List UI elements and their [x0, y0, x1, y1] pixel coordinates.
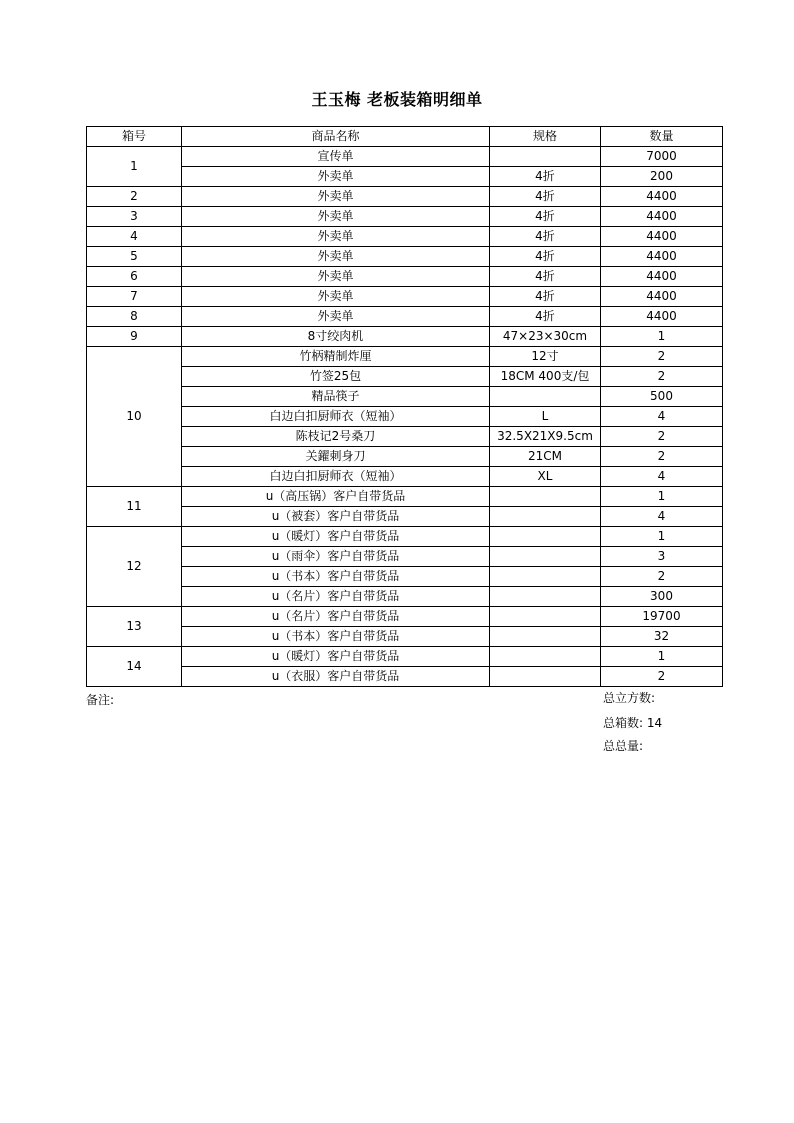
- box-number-cell: 6: [87, 267, 182, 287]
- spec-cell: [490, 527, 601, 547]
- table-row: [87, 627, 723, 647]
- quantity-cell: 1: [601, 327, 723, 347]
- product-name-cell: u（暖灯）客户自带货品: [182, 527, 490, 547]
- spec-cell: [490, 567, 601, 587]
- spec-cell: [490, 607, 601, 627]
- total-boxes-value: 14: [646, 716, 663, 730]
- table-row: [87, 567, 723, 587]
- quantity-cell: 2: [601, 367, 723, 387]
- spec-cell: [490, 487, 601, 507]
- quantity-cell: 4: [601, 407, 723, 427]
- table-row: [87, 527, 723, 547]
- quantity-cell: 32: [601, 627, 723, 647]
- spec-cell: [490, 587, 601, 607]
- spec-cell: 4折: [490, 167, 601, 187]
- product-name-cell: u（高压锅）客户自带货品: [182, 487, 490, 507]
- quantity-cell: 1: [601, 647, 723, 667]
- table-row: [87, 647, 723, 667]
- product-name-cell: 外卖单: [182, 307, 490, 327]
- table-row: [87, 407, 723, 427]
- quantity-cell: 4400: [601, 307, 723, 327]
- box-number-cell: 13: [87, 607, 182, 647]
- quantity-cell: 1: [601, 527, 723, 547]
- table-row: [87, 427, 723, 447]
- spec-cell: 12寸: [490, 347, 601, 367]
- product-name-cell: u（名片）客户自带货品: [182, 607, 490, 627]
- box-number-cell: 4: [87, 227, 182, 247]
- table-row: [87, 347, 723, 367]
- table-row: [87, 287, 723, 307]
- table-row: [87, 467, 723, 487]
- quantity-cell: 2: [601, 667, 723, 687]
- table-row: [87, 267, 723, 287]
- box-number-cell: 9: [87, 327, 182, 347]
- product-name-cell: u（被套）客户自带货品: [182, 507, 490, 527]
- table-row: [87, 367, 723, 387]
- table-row: [87, 547, 723, 567]
- product-name-cell: 外卖单: [182, 267, 490, 287]
- total-quantity-label: 总总量:: [603, 739, 644, 753]
- spec-cell: 4折: [490, 307, 601, 327]
- spec-cell: 4折: [490, 287, 601, 307]
- table-header-row: [87, 127, 723, 147]
- table-row: [87, 507, 723, 527]
- product-name-cell: u（书本）客户自带货品: [182, 627, 490, 647]
- spec-cell: 4折: [490, 207, 601, 227]
- quantity-cell: 4400: [601, 207, 723, 227]
- product-name-cell: 竹签25包: [182, 367, 490, 387]
- spec-cell: 21CM: [490, 447, 601, 467]
- product-name-cell: 竹柄精制炸厘: [182, 347, 490, 367]
- table-row: [87, 307, 723, 327]
- product-name-cell: 白边白扣厨师衣（短袖）: [182, 467, 490, 487]
- product-name-cell: u（雨伞）客户自带货品: [182, 547, 490, 567]
- product-name-cell: u（暖灯）客户自带货品: [182, 647, 490, 667]
- product-name-cell: 8寸绞肉机: [182, 327, 490, 347]
- quantity-cell: 4400: [601, 187, 723, 207]
- product-name-cell: 宣传单: [182, 147, 490, 167]
- product-name-cell: 外卖单: [182, 187, 490, 207]
- table-row: [87, 607, 723, 627]
- box-number-cell: 12: [87, 527, 182, 607]
- quantity-cell: 4: [601, 507, 723, 527]
- box-number-cell: 10: [87, 347, 182, 487]
- quantity-cell: 3: [601, 547, 723, 567]
- remark-label: 备注:: [86, 693, 115, 707]
- table-row: [87, 447, 723, 467]
- table-body: [87, 147, 723, 687]
- quantity-cell: 2: [601, 447, 723, 467]
- table-row: [87, 587, 723, 607]
- table-row: [87, 207, 723, 227]
- spec-cell: 4折: [490, 227, 601, 247]
- total-boxes: [603, 714, 662, 731]
- table-row: [87, 247, 723, 267]
- product-name-cell: u（名片）客户自带货品: [182, 587, 490, 607]
- quantity-cell: 200: [601, 167, 723, 187]
- spec-cell: [490, 147, 601, 167]
- spec-cell: [490, 627, 601, 647]
- spec-cell: L: [490, 407, 601, 427]
- table-row: [87, 667, 723, 687]
- header-box-no: 箱号: [87, 127, 182, 147]
- packing-list-table: [86, 126, 723, 687]
- spec-cell: [490, 667, 601, 687]
- quantity-cell: 2: [601, 427, 723, 447]
- total-boxes-label: 总箱数:: [603, 716, 644, 730]
- spec-cell: 4折: [490, 267, 601, 287]
- quantity-cell: 4400: [601, 227, 723, 247]
- box-number-cell: 8: [87, 307, 182, 327]
- spec-cell: 18CM 400支/包: [490, 367, 601, 387]
- product-name-cell: 关鑃刺身刀: [182, 447, 490, 467]
- table-row: [87, 167, 723, 187]
- product-name-cell: 精品筷子: [182, 387, 490, 407]
- page-title: 王玉梅 老板装箱明细单: [311, 90, 483, 109]
- product-name-cell: 白边白扣厨师衣（短袖）: [182, 407, 490, 427]
- quantity-cell: 500: [601, 387, 723, 407]
- quantity-cell: 4: [601, 467, 723, 487]
- quantity-cell: 4400: [601, 287, 723, 307]
- spec-cell: 47×23×30cm: [490, 327, 601, 347]
- quantity-cell: 1: [601, 487, 723, 507]
- quantity-cell: 300: [601, 587, 723, 607]
- box-number-cell: 7: [87, 287, 182, 307]
- quantity-cell: 2: [601, 567, 723, 587]
- product-name-cell: 外卖单: [182, 167, 490, 187]
- header-quantity: 数量: [601, 127, 723, 147]
- spec-cell: [490, 507, 601, 527]
- total-volume-label: 总立方数:: [603, 691, 656, 705]
- spec-cell: 4折: [490, 187, 601, 207]
- product-name-cell: 外卖单: [182, 247, 490, 267]
- table-row: [87, 227, 723, 247]
- table-row: [87, 147, 723, 167]
- spec-cell: [490, 647, 601, 667]
- product-name-cell: 外卖单: [182, 227, 490, 247]
- product-name-cell: 外卖单: [182, 287, 490, 307]
- spec-cell: 32.5X21X9.5cm: [490, 427, 601, 447]
- box-number-cell: 2: [87, 187, 182, 207]
- quantity-cell: 4400: [601, 247, 723, 267]
- table-row: [87, 187, 723, 207]
- table-row: [87, 387, 723, 407]
- spec-cell: [490, 547, 601, 567]
- product-name-cell: u（衣服）客户自带货品: [182, 667, 490, 687]
- product-name-cell: 陈枝记2号桑刀: [182, 427, 490, 447]
- spec-cell: [490, 387, 601, 407]
- box-number-cell: 14: [87, 647, 182, 687]
- spec-cell: 4折: [490, 247, 601, 267]
- box-number-cell: 11: [87, 487, 182, 527]
- box-number-cell: 5: [87, 247, 182, 267]
- box-number-cell: 1: [87, 147, 182, 187]
- spec-cell: XL: [490, 467, 601, 487]
- quantity-cell: 2: [601, 347, 723, 367]
- quantity-cell: 7000: [601, 147, 723, 167]
- quantity-cell: 19700: [601, 607, 723, 627]
- product-name-cell: u（书本）客户自带货品: [182, 567, 490, 587]
- table-row: [87, 487, 723, 507]
- header-product-name: 商品名称: [182, 127, 490, 147]
- header-spec: 规格: [490, 127, 601, 147]
- table-row: [87, 327, 723, 347]
- quantity-cell: 4400: [601, 267, 723, 287]
- box-number-cell: 3: [87, 207, 182, 227]
- product-name-cell: 外卖单: [182, 207, 490, 227]
